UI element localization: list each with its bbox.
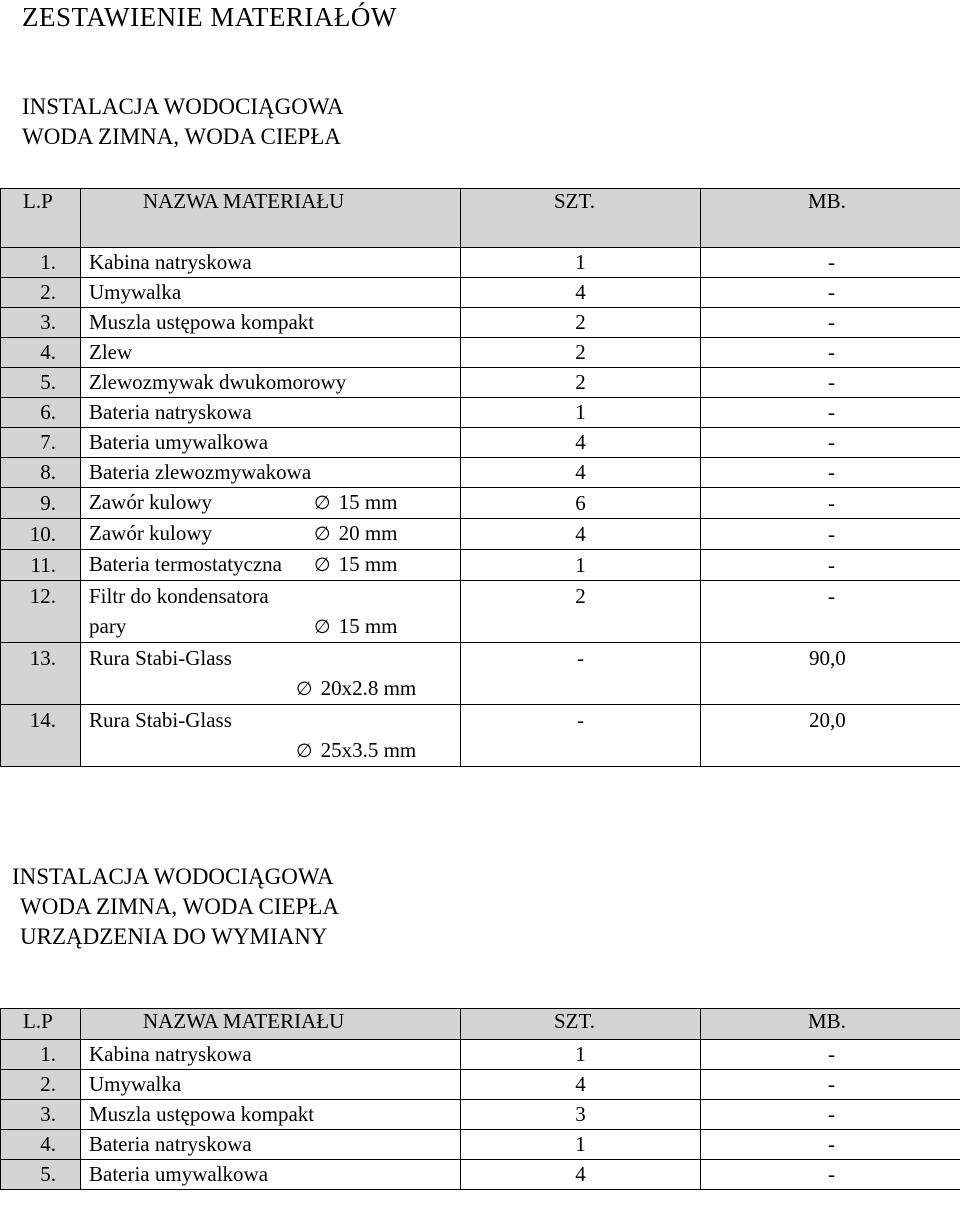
material-name: Kabina natryskowa bbox=[89, 1042, 252, 1066]
header-name: NAZWA MATERIAŁU bbox=[81, 1009, 461, 1040]
cell-lp: 5. bbox=[1, 368, 81, 398]
diameter-icon: ∅ bbox=[296, 740, 313, 762]
table-row bbox=[1, 705, 960, 767]
cell-lp: 3. bbox=[1, 308, 81, 338]
cell-mb: - bbox=[701, 1100, 960, 1130]
cell-szt: 1 bbox=[461, 398, 701, 428]
table-row bbox=[1, 368, 960, 398]
size-value: 20x2.8 mm bbox=[320, 676, 417, 700]
material-name: Kabina natryskowa bbox=[89, 250, 252, 274]
table-row bbox=[1, 398, 960, 428]
cell-szt: 3 bbox=[461, 1100, 701, 1130]
cell-lp: 7. bbox=[1, 428, 81, 458]
section-2-title-line: URZĄDZENIA DO WYMIANY bbox=[20, 924, 328, 949]
cell-szt: 4 bbox=[461, 1160, 701, 1190]
header-lp: L.P bbox=[1, 189, 81, 248]
section-2-title-line: INSTALACJA WODOCIĄGOWA bbox=[12, 864, 334, 889]
cell-lp: 12. bbox=[1, 581, 81, 643]
material-name: Bateria zlewozmywakowa bbox=[89, 460, 312, 484]
section-2-title bbox=[12, 862, 339, 952]
material-name: Muszla ustępowa kompakt bbox=[89, 1102, 315, 1126]
cell-lp: 9. bbox=[1, 488, 81, 519]
cell-name bbox=[81, 458, 461, 488]
cell-lp: 1. bbox=[1, 248, 81, 278]
cell-mb: - bbox=[701, 248, 960, 278]
cell-mb: - bbox=[701, 458, 960, 488]
cell-mb: - bbox=[701, 581, 960, 643]
cell-mb: - bbox=[701, 550, 960, 581]
header-name: NAZWA MATERIAŁU bbox=[81, 189, 461, 248]
cell-szt: 2 bbox=[461, 338, 701, 368]
cell-szt: 4 bbox=[461, 428, 701, 458]
material-name: Zawór kulowy bbox=[89, 490, 213, 514]
diameter-icon: ∅ bbox=[296, 678, 313, 700]
size-value: 20 mm bbox=[338, 521, 398, 545]
header-mb: MB. bbox=[701, 1009, 960, 1040]
cell-mb: - bbox=[701, 338, 960, 368]
material-name: Umywalka bbox=[89, 1072, 182, 1096]
cell-name bbox=[81, 488, 461, 519]
cell-lp: 2. bbox=[1, 1070, 81, 1100]
cell-lp: 4. bbox=[1, 1130, 81, 1160]
cell-lp: 5. bbox=[1, 1160, 81, 1190]
cell-szt: - bbox=[461, 705, 701, 767]
cell-szt: 4 bbox=[461, 458, 701, 488]
section-1-title bbox=[22, 92, 344, 152]
cell-name bbox=[81, 1160, 461, 1190]
material-name: Bateria natryskowa bbox=[89, 400, 252, 424]
cell-name bbox=[81, 519, 461, 550]
header-szt: SZT. bbox=[461, 1009, 701, 1040]
cell-name bbox=[81, 550, 461, 581]
cell-name bbox=[81, 1130, 461, 1160]
table-row bbox=[1, 1070, 960, 1100]
cell-lp: 8. bbox=[1, 458, 81, 488]
table-header-row bbox=[1, 1009, 960, 1040]
cell-lp: 4. bbox=[1, 338, 81, 368]
table-row bbox=[1, 428, 960, 458]
size-value: 15 mm bbox=[338, 490, 398, 514]
cell-name bbox=[81, 581, 461, 643]
table-row bbox=[1, 1160, 960, 1190]
cell-name bbox=[81, 308, 461, 338]
material-name: Zawór kulowy bbox=[89, 521, 213, 545]
material-size bbox=[314, 550, 397, 580]
cell-mb: - bbox=[701, 368, 960, 398]
diameter-icon: ∅ bbox=[314, 492, 331, 514]
material-name-line2 bbox=[89, 611, 460, 642]
table-row bbox=[1, 643, 960, 705]
cell-szt: 4 bbox=[461, 1070, 701, 1100]
material-name: Filtr do kondensatora bbox=[89, 584, 269, 608]
material-name: Zlew bbox=[89, 340, 133, 364]
document-title: ZESTAWIENIE MATERIAŁÓW bbox=[22, 2, 397, 32]
size-value: 15 mm bbox=[338, 614, 398, 638]
cell-mb: - bbox=[701, 1040, 960, 1070]
table-row bbox=[1, 1130, 960, 1160]
cell-name bbox=[81, 278, 461, 308]
material-name: Muszla ustępowa kompakt bbox=[89, 310, 315, 334]
cell-mb: - bbox=[701, 488, 960, 519]
material-name-cont: pary bbox=[89, 614, 127, 638]
cell-lp: 11. bbox=[1, 550, 81, 581]
material-name: Zlewozmywak dwukomorowy bbox=[89, 370, 347, 394]
cell-lp: 13. bbox=[1, 643, 81, 705]
materials-table-2 bbox=[0, 1008, 960, 1190]
cell-szt: 4 bbox=[461, 519, 701, 550]
cell-lp: 1. bbox=[1, 1040, 81, 1070]
cell-name bbox=[81, 338, 461, 368]
cell-name bbox=[81, 643, 461, 705]
cell-name bbox=[81, 705, 461, 767]
table-row bbox=[1, 1040, 960, 1070]
table-row bbox=[1, 581, 960, 643]
cell-szt: 2 bbox=[461, 368, 701, 398]
material-size bbox=[314, 488, 397, 518]
material-name: Bateria umywalkowa bbox=[89, 430, 269, 454]
cell-szt: 1 bbox=[461, 550, 701, 581]
cell-szt: 6 bbox=[461, 488, 701, 519]
material-name: Bateria termostatyczna bbox=[89, 552, 282, 576]
material-size bbox=[89, 735, 460, 766]
cell-mb: - bbox=[701, 1130, 960, 1160]
cell-szt: 1 bbox=[461, 1130, 701, 1160]
cell-mb: - bbox=[701, 1070, 960, 1100]
section-1-title-line: WODA ZIMNA, WODA CIEPŁA bbox=[22, 124, 342, 149]
cell-name bbox=[81, 1040, 461, 1070]
cell-name bbox=[81, 368, 461, 398]
table-row bbox=[1, 458, 960, 488]
cell-szt: 2 bbox=[461, 308, 701, 338]
cell-name bbox=[81, 1100, 461, 1130]
table-row bbox=[1, 488, 960, 519]
cell-mb: - bbox=[701, 1160, 960, 1190]
header-mb: MB. bbox=[701, 189, 960, 248]
materials-table-1 bbox=[0, 188, 960, 767]
table-row bbox=[1, 519, 960, 550]
material-size bbox=[89, 673, 460, 704]
diameter-icon: ∅ bbox=[314, 523, 331, 545]
table-row bbox=[1, 278, 960, 308]
cell-lp: 6. bbox=[1, 398, 81, 428]
table-row bbox=[1, 1100, 960, 1130]
table-header-row bbox=[1, 189, 960, 248]
material-size bbox=[314, 611, 397, 642]
cell-mb: - bbox=[701, 428, 960, 458]
cell-szt: 1 bbox=[461, 248, 701, 278]
size-value: 25x3.5 mm bbox=[320, 738, 417, 762]
cell-lp: 3. bbox=[1, 1100, 81, 1130]
cell-szt: 1 bbox=[461, 1040, 701, 1070]
cell-mb: 20,0 bbox=[701, 705, 960, 767]
cell-lp: 10. bbox=[1, 519, 81, 550]
material-size bbox=[314, 519, 397, 549]
cell-szt: - bbox=[461, 643, 701, 705]
diameter-icon: ∅ bbox=[314, 616, 331, 638]
section-1-title-line: INSTALACJA WODOCIĄGOWA bbox=[22, 94, 344, 119]
header-szt: SZT. bbox=[461, 189, 701, 248]
table-row bbox=[1, 248, 960, 278]
header-lp: L.P bbox=[1, 1009, 81, 1040]
cell-szt: 2 bbox=[461, 581, 701, 643]
diameter-icon: ∅ bbox=[314, 554, 331, 576]
table-row bbox=[1, 550, 960, 581]
material-name: Umywalka bbox=[89, 280, 182, 304]
cell-mb: 90,0 bbox=[701, 643, 960, 705]
cell-mb: - bbox=[701, 398, 960, 428]
cell-szt: 4 bbox=[461, 278, 701, 308]
cell-name bbox=[81, 1070, 461, 1100]
cell-mb: - bbox=[701, 278, 960, 308]
cell-name bbox=[81, 428, 461, 458]
material-name: Bateria natryskowa bbox=[89, 1132, 252, 1156]
cell-lp: 2. bbox=[1, 278, 81, 308]
cell-name bbox=[81, 248, 461, 278]
cell-mb: - bbox=[701, 308, 960, 338]
table-row bbox=[1, 338, 960, 368]
cell-name bbox=[81, 398, 461, 428]
material-name: Bateria umywalkowa bbox=[89, 1162, 269, 1186]
section-2-title-line: WODA ZIMNA, WODA CIEPŁA bbox=[20, 894, 340, 919]
cell-lp: 14. bbox=[1, 705, 81, 767]
size-value: 15 mm bbox=[338, 552, 398, 576]
table-row bbox=[1, 308, 960, 338]
material-name: Rura Stabi-Glass bbox=[89, 646, 232, 670]
cell-mb: - bbox=[701, 519, 960, 550]
material-name: Rura Stabi-Glass bbox=[89, 708, 232, 732]
